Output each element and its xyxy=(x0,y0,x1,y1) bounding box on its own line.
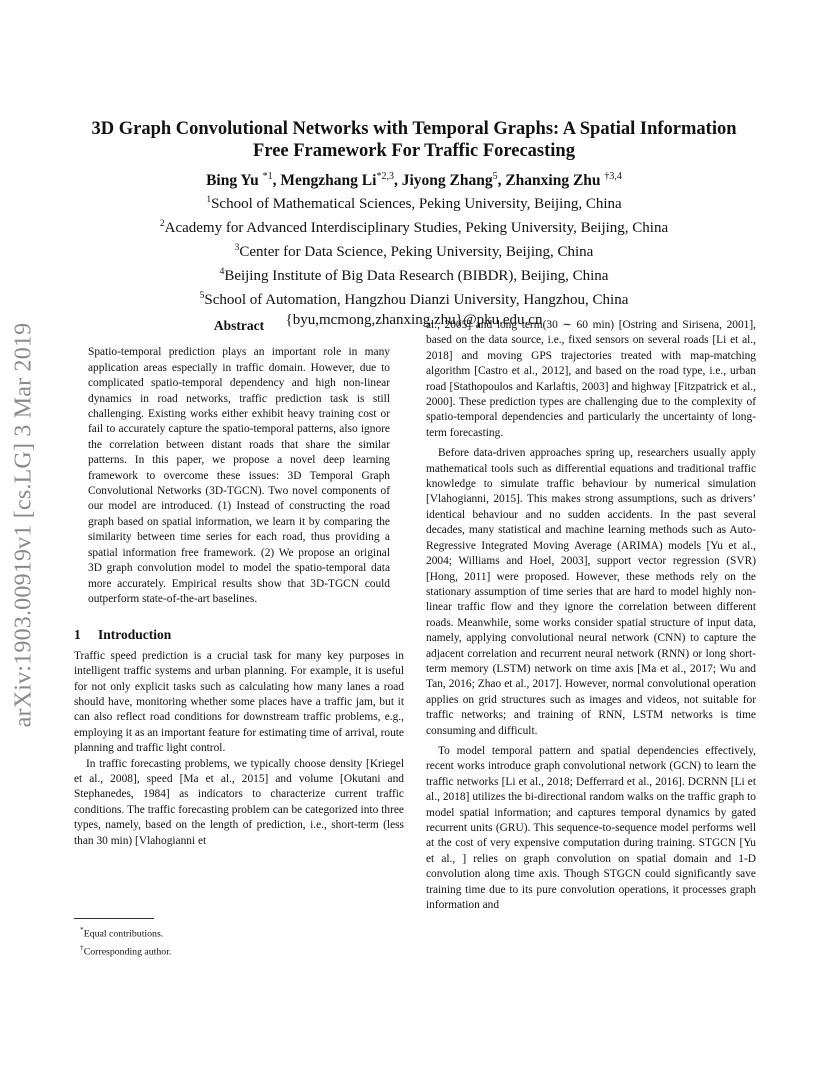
affiliation-sup: 1 xyxy=(206,195,212,205)
affiliation-sup: 3 xyxy=(234,243,240,253)
arxiv-id: arXiv:1903.00919v1 [cs.LG] 3 Mar 2019 xyxy=(10,322,37,728)
affiliation xyxy=(60,190,768,214)
section-title: Introduction xyxy=(98,627,172,643)
arxiv-side-stamp xyxy=(4,290,44,760)
affiliation-text: Beijing Institute of Big Data Research (BIBDR), Beijing, China xyxy=(224,268,609,284)
title-line-2: Free Framework For Traffic Forecasting xyxy=(253,141,575,161)
section-heading-introduction xyxy=(74,627,404,642)
author-list xyxy=(60,171,768,190)
title-line-1: 3D Graph Convolutional Networks with Temporal Graphs: A Spatial Information xyxy=(91,119,737,139)
author-sup: *2,3 xyxy=(376,171,394,182)
author-sup: †3,4 xyxy=(604,171,622,182)
intro-paragraph-1: Traffic speed prediction is a crucial task for many key purposes in intelligent traffic systems and urban planning. For example, it is useful for not only explicit tasks such as calculating how many lanes a road should have, monitoring whether some places have a traffic jam, but it can also reflect road conditions for downstream traffic problems, e.g., employing it as an important feature for estimating time of arrival, route planning and traffic light control. xyxy=(74,649,404,755)
footnote-mark: * xyxy=(80,925,84,934)
affiliation xyxy=(60,262,768,286)
footnote xyxy=(80,941,400,959)
author-separator: , xyxy=(272,172,281,190)
affiliation-text: School of Automation, Hangzhou Dianzi University, Hangzhou, China xyxy=(204,292,629,308)
affiliation xyxy=(60,238,768,262)
right-column xyxy=(426,318,756,913)
intro-paragraph-3: al., 2005] and long term(30 ∼ 60 min) [Ostring and Sirisena, 2001], based on the data source, i.e., fixed sensors on several roads [Li et al., 2018] and moving GPS trajectories treated with map-matching algorithm [Castro et al., 2012], and based on the road type, i.e., urban road [Stathopoulos and Karlaftis, 2003] and highway [Fitzpatrick et al., 2000]. These prediction types are challenging due to the complexity of spatio-temporal dependencies and particularly the uncertainty of long-term forecasting. xyxy=(426,319,756,439)
footnote-text: Corresponding author. xyxy=(83,946,172,958)
affiliation-sup: 4 xyxy=(219,267,225,277)
intro-paragraph-4: Before data-driven approaches spring up, researchers usually apply mathematical tools such as differential equations and traditional traffic knowledge to simulate traffic behaviour by numerical simulation [Vlahogianni, 2015]. This makes strong assumptions, such as drivers’ identical behaviour and no sudden accidents. In the past several decades, many statistical and machine learning methods such as Auto-Regressive Integrated Moving Average (ARIMA) models [Yu et al., 2004; Williams and Hoel, 2003], support vector regression (SVR) [Hong, 2011] were proposed. However, these methods rely on the stationary assumption of time series that are hard to model highly non-linear traffic flow and they ignore the correlation between different roads. Meanwhile, some works consider spatial structure of input data, namely, applying convolutional neural network (CNN) to capture the adjacent correlation and recurrent neural network (RNN) or long short-term memory (LSTM) network on time axis [Ma et al., 2017; Wu and Tan, 2016; Zhao et al., 2017]. However, normal convolutional operation applies on grid structures such as images and videos, not suitable for traffic networks; and training of RNN, LSTM networks is time consuming and difficult. xyxy=(426,447,756,737)
paper-title xyxy=(60,118,768,162)
left-column xyxy=(74,318,404,849)
affiliation xyxy=(60,286,768,310)
author-sup: *1 xyxy=(262,171,273,182)
author-emails[interactable]: {byu,mcmong,zhanxing.zhu}@pku.edu.cn xyxy=(285,312,543,328)
author-name: Zhanxing Zhu xyxy=(505,172,605,190)
footnotes xyxy=(80,923,400,959)
affiliation-list xyxy=(60,190,768,330)
abstract-text: Spatio-temporal prediction plays an important role in many application areas especially in traffic domain. However, due to complicated spatio-temporal dependency and high non-linear dynamics in road networks, traffic prediction task is still challenging. Existing works either exhibit heavy training cost or fail to accurately capture the spatio-temporal patterns, also ignore the correlation between distant roads that share the similar patterns. In this paper, we propose a novel deep learning framework to overcome these issues: 3D Temporal Graph Convolutional Networks (3D-TGCN). Two novel components of our model are introduced. (1) Instead of constructing the road graph based on spatial information, we learn it by comparing the similarity between time series for each road, thus providing a spatial information free framework. (2) We propose an original 3D graph convolution model to model the spatio-temporal data more accurately. Empirical results show that 3D-TGCN could outperform state-of-the-art baselines. xyxy=(88,346,390,605)
author-name: Jiyong Zhang xyxy=(401,172,493,190)
affiliation-sup: 2 xyxy=(159,219,165,229)
footnote xyxy=(80,923,400,941)
author-name: Mengzhang Li xyxy=(280,172,377,190)
author-separator: , xyxy=(393,172,402,190)
section-number: 1 xyxy=(74,627,81,643)
affiliation xyxy=(60,214,768,238)
author-name: Bing Yu xyxy=(206,172,263,190)
affiliation-text: School of Mathematical Sciences, Peking University, Beijing, China xyxy=(211,196,622,212)
footnote-text: Equal contributions. xyxy=(83,928,164,940)
footnote-rule xyxy=(74,918,154,919)
author-separator: , xyxy=(497,172,506,190)
affiliation-text: Academy for Advanced Interdisciplinary Studies, Peking University, Beijing, China xyxy=(164,220,669,236)
affiliation-sup: 5 xyxy=(199,291,205,301)
author-sup: 5 xyxy=(492,171,498,182)
affiliation-text: Center for Data Science, Peking University, Beijing, China xyxy=(239,244,594,260)
intro-paragraph-2: In traffic forecasting problems, we typically choose density [Kriegel et al., 2008], speed [Ma et al., 2015] and volume [Okutani and Stephanedes, 1984] as indicators to characterize current traffic conditions. The traffic forecasting problem can be categorized into three types, namely, based on the length of prediction, i.e., short-term (less than 30 min) [Vlahogianni et xyxy=(74,757,404,847)
footnote-mark: † xyxy=(80,942,84,952)
abstract-heading: Abstract xyxy=(213,318,265,333)
intro-paragraph-5: To model temporal pattern and spatial dependencies effectively, recent works introduce graph convolutional network (GCN) to learn the traffic networks [Li et al., 2018; Defferrard et al., 2016]. DCRNN [Li et al., 2018] utilizes the bi-directional random walks on the traffic graph to model spatial information; and captures temporal dynamics by gated recurrent units (GRU). This sequence-to-sequence model performs well at the cost of very expensive computation during training. STGCN [Yu et al., ] relies on graph convolution on spatial domain and 1-D convolution along time axis. Though STGCN could significantly save training time due to its pure convolution operations, it processes graph information and xyxy=(426,744,756,912)
